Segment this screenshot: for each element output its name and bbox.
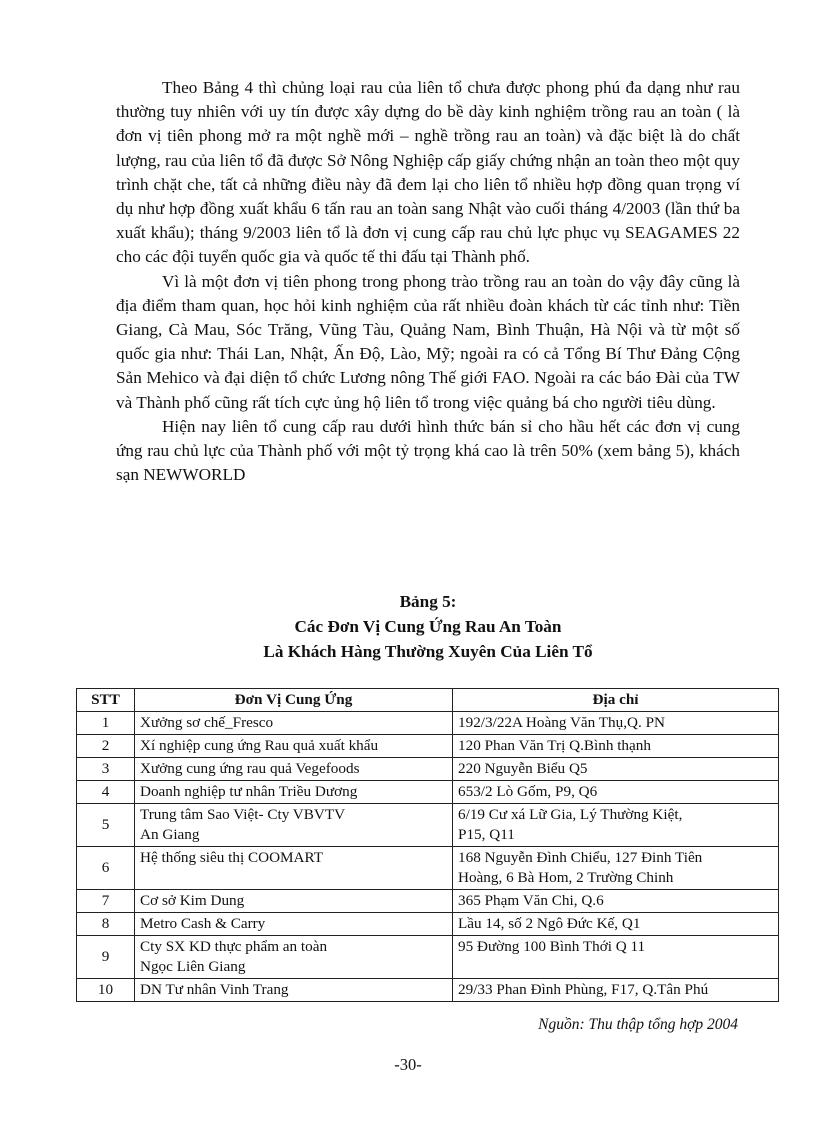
table-row [77,781,779,804]
row-address: Lầu 14, số 2 Ngô Đức Kế, Q1 [453,913,779,936]
row-stt: 9 [77,936,135,979]
paragraph-3: Hiện nay liên tổ cung cấp rau dưới hình thức bán sỉ cho hầu hết các đơn vị cung ứng rau chủ lực của Thành phố với một tỷ trọng khá cao là trên 50% (xem bảng 5), khách sạn NEWWORLD [116,416,740,485]
row-address: 653/2 Lò Gốm, P9, Q6 [453,781,779,804]
paragraph-1: Theo Bảng 4 thì chủng loại rau của liên tổ chưa được phong phú đa dạng như rau thường tuy nhiên với uy tín được xây dựng do bề dày kinh nghiệm trồng rau an toàn ( là đơn vị tiên phong mở ra một nghề mới – nghề trồng rau an toàn) và đặc biệt là do chất lượng, rau của liên tổ đã được Sở Nông Nghiệp cấp giấy chứng nhận an toàn theo một quy trình chặt che, tất cả những điều này đã đem lại cho liên tổ nhiều hợp đồng quan trọng ví dụ như hợp đồng xuất khẩu 6 tấn rau an toàn sang Nhật vào cuối tháng 4/2003 (lần thứ ba xuất khẩu); tháng 9/2003 liên tổ là đơn vị cung cấp rau chủ lực phục vụ SEAGAMES 22 cho các đội tuyển quốc gia và quốc tế thi đấu tại Thành phố. [116,78,740,267]
row-address: 120 Phan Văn Trị Q.Bình thạnh [453,735,779,758]
row-unit: DN Tư nhân Vinh Trang [135,979,453,1002]
page-number: -30- [394,1055,422,1074]
table-number: Bảng 5: [399,592,457,611]
paragraph-2: Vì là một đơn vị tiên phong trong phong trào trồng rau an toàn do vậy đây cũng là địa điểm tham quan, học hỏi kinh nghiệm của rất nhiều đoàn khách từ các tỉnh như: Tiền Giang, Cà Mau, Sóc Trăng, Vũng Tàu, Quảng Nam, Bình Thuận, Hà Nội và từ một số quốc gia như: Thái Lan, Nhật, Ấn Độ, Lào, Mỹ; ngoài ra có cả Tổng Bí Thư Đảng Cộng Sản Mehico và đại diện tổ chức Lương nông Thế giới FAO. Ngoài ra các báo Đài của TW và Thành phố cũng rất tích cực ủng hộ liên tổ trong việc quảng bá cho người tiêu dùng. [116,271,740,412]
row-stt: 4 [77,781,135,804]
row-stt: 2 [77,735,135,758]
row-unit: Metro Cash & Carry [135,913,453,936]
table-row [77,936,779,979]
row-address: 365 Phạm Văn Chi, Q.6 [453,890,779,913]
table-row [77,979,779,1002]
table-row [77,735,779,758]
table-title-line-1: Các Đơn Vị Cung Ứng Rau An Toàn [294,617,562,636]
row-unit: Xưởng cung ứng rau quả Vegefoods [135,758,453,781]
row-stt: 5 [77,804,135,847]
row-stt: 6 [77,847,135,890]
row-unit: Hệ thống siêu thị COOMART [135,847,453,890]
row-unit: Xí nghiệp cung ứng Rau quả xuất khẩu [135,735,453,758]
row-stt: 3 [77,758,135,781]
table-title-line-2: Là Khách Hàng Thường Xuyên Của Liên Tổ [263,642,593,661]
row-address: 29/33 Phan Đình Phùng, F17, Q.Tân Phú [453,979,779,1002]
row-stt: 10 [77,979,135,1002]
table-row [77,913,779,936]
body-text [116,76,740,487]
header-address: Địa chỉ [453,689,779,712]
header-unit: Đơn Vị Cung Ứng [135,689,453,712]
header-stt: STT [77,689,135,712]
table-row [77,890,779,913]
table-row [77,847,779,890]
source-note: Nguồn: Thu thập tổng hợp 2004 [538,1016,738,1033]
row-unit: Cty SX KD thực phẩm an toàn Ngọc Liên Giang [135,936,453,979]
table-row [77,758,779,781]
row-unit: Cơ sở Kim Dung [135,890,453,913]
table-body [77,712,779,1002]
row-unit: Trung tâm Sao Việt- Cty VBVTV An Giang [135,804,453,847]
row-address: 168 Nguyễn Đình Chiểu, 127 Đinh Tiên Hoàng, 6 Bà Hom, 2 Trường Chinh [453,847,779,890]
row-address: 192/3/22A Hoàng Văn Thụ,Q. PN [453,712,779,735]
table-header-row [77,689,779,712]
row-unit: Xưởng sơ chế_Fresco [135,712,453,735]
row-stt: 1 [77,712,135,735]
row-stt: 8 [77,913,135,936]
row-address: 6/19 Cư xá Lữ Gia, Lý Thường Kiệt, P15, Q11 [453,804,779,847]
row-address: 95 Đường 100 Bình Thới Q 11 [453,936,779,979]
table-row [77,804,779,847]
table-row [77,712,779,735]
suppliers-table [76,688,779,1002]
row-unit: Doanh nghiệp tư nhân Triều Dương [135,781,453,804]
row-address: 220 Nguyễn Biểu Q5 [453,758,779,781]
row-stt: 7 [77,890,135,913]
